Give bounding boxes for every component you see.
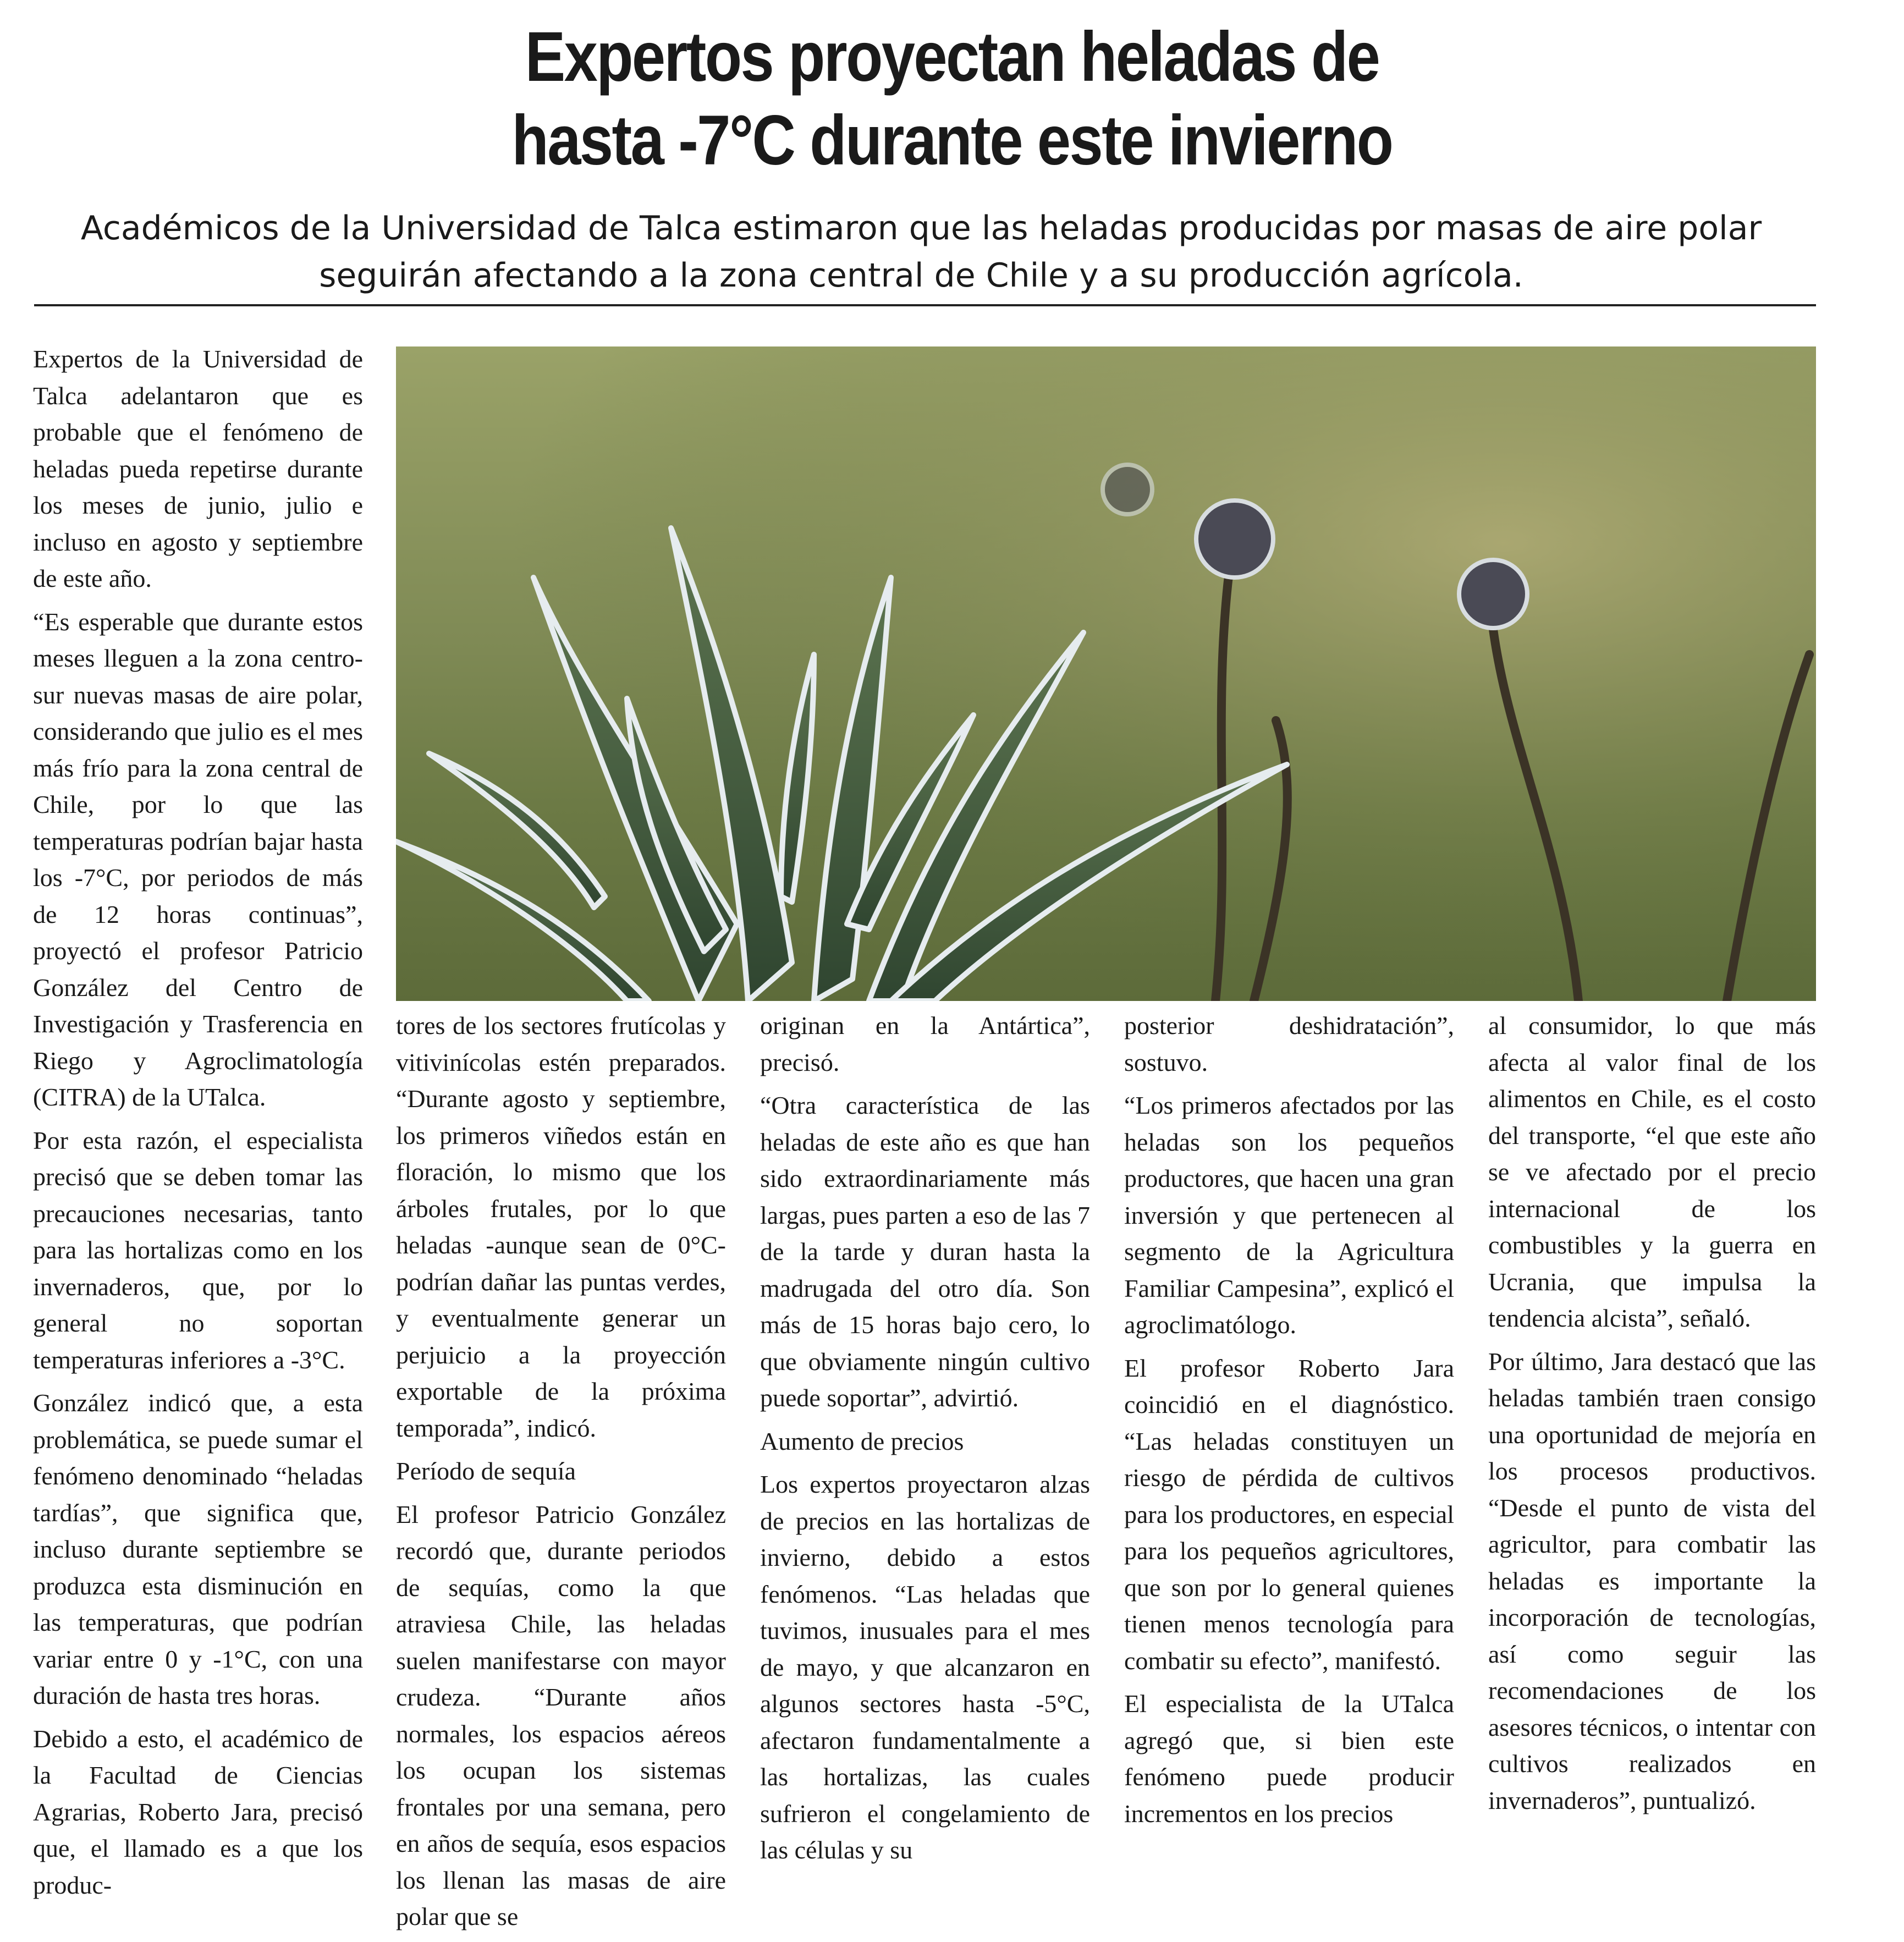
paragraph: Debido a esto, el académico de la Facultad de Ciencias Agrarias, Roberto Jara, precisó que, el llamado es a que los produc-	[33, 1724, 363, 1899]
paragraph: “Otra característica de las heladas de este año es que han sido extraordinariamente más largas, pues parten a eso de las 7 de la tarde y duran hasta la madrugada del otro día. Son más de 15 horas bajo cero, lo que obviamente ningún cultivo puede soportar”, advirtió.	[760, 1091, 1090, 1412]
headline-line-1: Expertos proyectan heladas de	[525, 18, 1379, 96]
paragraph: “Es esperable que durante estos meses lleguen a la zona centro-sur nuevas masas de aire polar, considerando que julio es el mes más frío para la zona central de Chile, por lo que las temperaturas podrían bajar hasta los -7°C, por periodos de más de 12 horas continuas”, proyectó el profesor Patricio González del Centro de Investigación y Trasferencia en Riego y Agroclimatología (CITRA) de la UTalca.	[33, 607, 363, 1111]
paragraph: Expertos de la Universidad de Talca adelantaron que es probable que el fenómeno de heladas pueda repetirse durante los meses de junio, julio e incluso en agosto y septiembre de este año.	[33, 345, 363, 592]
paragraph: González indicó que, a esta problemática, se puede sumar el fenómeno denominado “heladas tardías”, que significa que, incluso durante septiembre se produzca esta disminución en las temperaturas, que podrían variar entre 0 y -1°C, con una duración de hasta tres horas.	[33, 1389, 363, 1709]
paragraph: El profesor Patricio González recordó que, durante periodos de sequías, como la que atraviesa Chile, las heladas suelen manifestarse con mayor crudeza. “Durante años normales, los espacios aéreos los ocupan los sistemas frontales por una semana, pero en años de sequía, esos espacios los llenan las masas de aire polar que se	[396, 1500, 726, 1930]
article-column-1	[33, 341, 363, 1910]
article-column-5	[1488, 1008, 1816, 1825]
headline	[133, 15, 1770, 183]
paragraph: “Los primeros afectados por las heladas son los pequeños productores, que hacen una gran inversión y que pertenecen al segmento de la Agricultura Familiar Campesina”, explicó el agroclimatólogo.	[1124, 1091, 1454, 1339]
article-column-3	[760, 1008, 1090, 1875]
paragraph: al consumidor, lo que más afecta al valor final de los alimentos en Chile, es el costo del transporte, “el que este año se ve afectado por el precio internacional de los combustibles y la guerra en Ucrania, que impulsa la tendencia alcista”, señaló.	[1488, 1011, 1816, 1332]
paragraph: originan en la Antártica”, precisó.	[760, 1011, 1090, 1076]
divider-rule	[34, 304, 1816, 306]
paragraph: Los expertos proyectaron alzas de precios en las hortalizas de invierno, debido a estos fenómenos. “Las heladas que tuvimos, inusuales para el mes de mayo, y que alcanzaron en algunos sectores hasta -5°C, afectaron fundamentalmente a las hortalizas, las cuales sufrieron el congelamiento de las células y su	[760, 1470, 1090, 1864]
subheadline: Académicos de la Universidad de Talca estimaron que las heladas producidas por masas de aire polar seguirán afectando a la zona central de Chile y a su producción agrícola.	[80, 209, 1762, 295]
section-subtitle: Período de sequía	[396, 1457, 576, 1485]
headline-line-2: hasta -7°C durante este invierno	[511, 101, 1393, 180]
paragraph: El profesor Roberto Jara coincidió en el diagnóstico. “Las heladas constituyen un riesgo de pérdida de cultivos para los productores, en especial para los pequeños agricultores, que son por lo general quienes tienen menos tecnología para combatir su efecto”, manifestó.	[1124, 1354, 1454, 1675]
paragraph: posterior deshidratación”, sostuvo.	[1124, 1011, 1454, 1076]
paragraph: Por último, Jara destacó que las heladas también traen consigo una oportunidad de mejoría en los procesos productivos. “Desde el punto de vista del agricultor, para combatir las heladas es importante la incorporación de tecnologías, así como seguir las recomendaciones de los asesores técnicos, o intentar con cultivos realizados en invernaderos”, puntualizó.	[1488, 1347, 1816, 1814]
article-column-2	[396, 1008, 726, 1942]
section-subtitle: Aumento de precios	[760, 1427, 964, 1455]
frosted-plant-photo	[396, 346, 1816, 1001]
paragraph: Por esta razón, el especialista precisó que se deben tomar las precauciones necesarias, tanto para las hortalizas como en los invernaderos, que, por lo general no soportan temperaturas inferiores a -3°C.	[33, 1126, 363, 1374]
paragraph: tores de los sectores frutícolas y vitivinícolas estén preparados. “Durante agosto y septiembre, los primeros viñedos están en floración, lo mismo que los árboles frutales, por lo que heladas -aunque sean de 0°C- podrían dañar las puntas verdes, y eventualmente generar un perjuicio a la proyección exportable de la próxima temporada”, indicó.	[396, 1011, 726, 1442]
paragraph: El especialista de la UTalca agregó que, si bien este fenómeno puede producir incrementos en los precios	[1124, 1690, 1454, 1828]
article-column-4	[1124, 1008, 1454, 1839]
